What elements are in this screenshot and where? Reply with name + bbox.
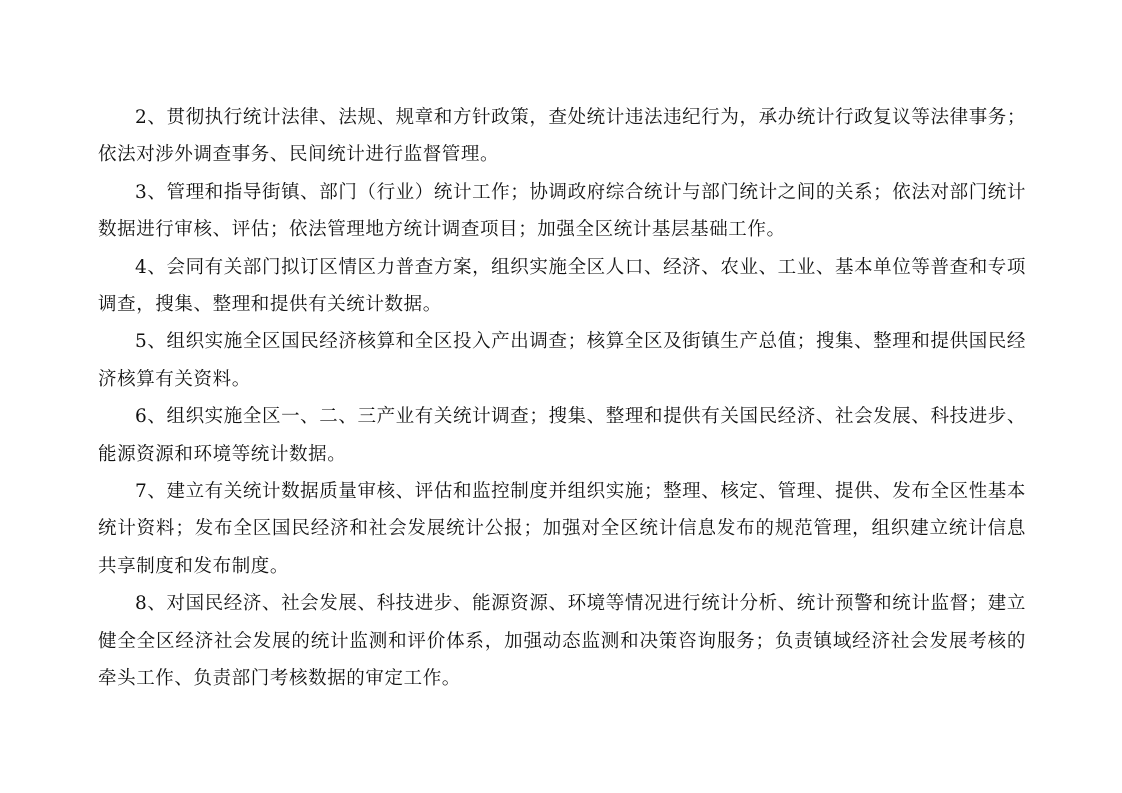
paragraph-item-4: 4、会同有关部门拟订区情区力普查方案，组织实施全区人口、经济、农业、工业、基本单位等普查和专项调查，搜集、整理和提供有关统计数据。 xyxy=(98,256,1026,316)
paragraph-item-7: 7、建立有关统计数据质量审核、评估和监控制度并组织实施；整理、核定、管理、提供、发布全区性基本统计资料；发布全区国民经济和社会发展统计公报；加强对全区统计信息发布的规范管理，组织建立统计信息共享制度和发布制度。 xyxy=(98,481,1026,577)
paragraph-item-6: 6、组织实施全区一、二、三产业有关统计调查；搜集、整理和提供有关国民经济、社会发展、科技进步、能源资源和环境等统计数据。 xyxy=(98,406,1026,465)
paragraph-item-3: 3、管理和指导街镇、部门（行业）统计工作；协调政府综合统计与部门统计之间的关系；依法对部门统计数据进行审核、评估；依法管理地方统计调查项目；加强全区统计基层基础工作。 xyxy=(98,181,1026,241)
paragraph-item-8: 8、对国民经济、社会发展、科技进步、能源资源、环境等情况进行统计分析、统计预警和统计监督；建立健全全区经济社会发展的统计监测和评价体系，加强动态监测和决策咨询服务；负责镇域经济社会发展考核的牵头工作、负责部门考核数据的审定工作。 xyxy=(98,593,1026,690)
paragraph-item-5: 5、组织实施全区国民经济核算和全区投入产出调查；核算全区及街镇生产总值；搜集、整理和提供国民经济核算有关资料。 xyxy=(98,331,1026,390)
document-body xyxy=(98,99,1026,698)
paragraph-item-2: 2、贯彻执行统计法律、法规、规章和方针政策，查处统计违法违纪行为，承办统计行政复议等法律事务；依法对涉外调查事务、民间统计进行监督管理。 xyxy=(98,107,1026,166)
